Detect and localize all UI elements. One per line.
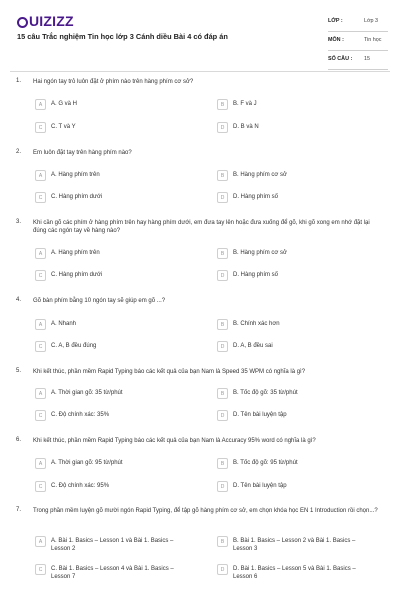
option-c[interactable]	[35, 565, 176, 581]
option-text: B. Hàng phím cơ sở	[233, 172, 287, 178]
option-letter-box: C	[35, 122, 46, 133]
option-d[interactable]	[217, 123, 358, 133]
option-letter-box: A	[35, 458, 46, 469]
question-number: 6.	[16, 437, 22, 443]
option-text: B. Tốc độ gõ: 35 từ/phút	[233, 390, 298, 396]
option-text: D. Bài 1. Basics – Lesson 5 và Bài 1. Basics – Lesson 6	[233, 566, 356, 580]
option-letter-box: C	[35, 410, 46, 421]
option-letter-box: D	[217, 564, 228, 575]
option-c[interactable]	[35, 123, 176, 133]
option-letter-box: A	[35, 248, 46, 259]
question-number: 5.	[16, 368, 22, 374]
option-d[interactable]	[217, 565, 358, 581]
option-letter-box: A	[35, 99, 46, 110]
option-d[interactable]	[217, 193, 358, 203]
question-text: Khi kết thúc, phần mềm Rapid Typing báo các kết quả của bạn Nam là Speed 35 WPM có nghĩa là gì?	[33, 369, 306, 375]
option-letter-box: D	[217, 270, 228, 281]
option-letter-box: D	[217, 122, 228, 133]
option-text: C. Hàng phím dưới	[51, 194, 103, 200]
option-text: D. A, B đều sai	[233, 343, 273, 349]
option-letter-box: C	[35, 192, 46, 203]
option-letter-box: B	[217, 170, 228, 181]
option-letter-box: B	[217, 319, 228, 330]
question-text: Hai ngón tay trỏ luôn đặt ở phím nào trên hàng phím cơ sở?	[33, 79, 194, 85]
option-text: C. T và Y	[51, 124, 76, 130]
option-b[interactable]	[217, 171, 358, 181]
question-text: Em luôn đặt tay trên hàng phím nào?	[33, 150, 132, 156]
question-text: Gõ bàn phím bằng 10 ngón tay sẽ giúp em gõ ...?	[33, 298, 166, 304]
question-number: 7.	[16, 507, 22, 513]
option-letter-box: B	[217, 99, 228, 110]
question-number: 1.	[16, 78, 22, 84]
option-b[interactable]	[217, 249, 358, 259]
meta-key: LỚP :	[328, 18, 343, 24]
option-text: D. Tên bài luyện tập	[233, 483, 287, 489]
option-b[interactable]	[217, 100, 358, 110]
option-a[interactable]	[35, 320, 176, 330]
option-c[interactable]	[35, 411, 176, 421]
option-text: A. Hàng phím trên	[51, 172, 100, 178]
option-letter-box: B	[217, 536, 228, 547]
question-number: 2.	[16, 149, 22, 155]
option-b[interactable]	[217, 320, 358, 330]
meta-value: 15	[364, 56, 370, 62]
option-d[interactable]	[217, 271, 358, 281]
logo-visible-text: UIZIZZ	[29, 13, 74, 29]
option-text: D. Tên bài luyện tập	[233, 412, 287, 418]
option-text: D. B và N	[233, 124, 259, 130]
document-title: 15 câu Trắc nghiệm Tin học lớp 3 Cánh diều Bài 4 có đáp án	[17, 32, 228, 41]
option-a[interactable]	[35, 249, 176, 259]
option-text: B. Chính xác hơn	[233, 321, 280, 327]
option-text: A. Nhanh	[51, 321, 77, 327]
question-text: Trong phần mềm luyện gõ mười ngón Rapid Typing, để tập gõ hàng phím cơ sở, em chọn khóa học EN 1 Introduction rồi chọn...?	[33, 508, 378, 514]
meta-key: MÔN :	[328, 37, 344, 43]
option-text: A. G và H	[51, 101, 78, 107]
option-letter-box: D	[217, 481, 228, 492]
option-d[interactable]	[217, 411, 358, 421]
option-letter-box: B	[217, 248, 228, 259]
option-d[interactable]	[217, 482, 358, 492]
meta-panel	[328, 14, 388, 71]
option-text: B. F và J	[233, 101, 257, 107]
option-text: A. Bài 1. Basics – Lesson 1 và Bài 1. Basics – Lesson 2	[51, 538, 174, 552]
option-letter-box: C	[35, 270, 46, 281]
option-text: C. Bài 1. Basics – Lesson 4 và Bài 1. Basics – Lesson 7	[51, 566, 174, 580]
option-letter-box: A	[35, 388, 46, 399]
option-letter-box: D	[217, 341, 228, 352]
quizizz-logo	[17, 13, 74, 29]
option-text: C. Hàng phím dưới	[51, 272, 103, 278]
option-c[interactable]	[35, 193, 176, 203]
option-c[interactable]	[35, 342, 176, 352]
option-letter-box: D	[217, 192, 228, 203]
option-text: C. Độ chính xác: 95%	[51, 483, 110, 489]
meta-key: SỐ CÂU :	[328, 56, 353, 62]
option-b[interactable]	[217, 389, 358, 399]
option-d[interactable]	[217, 342, 358, 352]
option-a[interactable]	[35, 171, 176, 181]
meta-row-class	[328, 14, 388, 32]
question-number: 4.	[16, 297, 22, 303]
option-letter-box: D	[217, 410, 228, 421]
option-text: B. Bài 1. Basics – Lesson 2 và Bài 1. Basics – Lesson 3	[233, 538, 356, 552]
option-text: A. Hàng phím trên	[51, 250, 100, 256]
option-text: D. Hàng phím số	[233, 194, 279, 200]
option-b[interactable]	[217, 537, 358, 553]
option-c[interactable]	[35, 482, 176, 492]
meta-value: Tin học	[364, 37, 382, 43]
option-letter-box: B	[217, 458, 228, 469]
option-text: A. Thời gian gõ: 35 từ/phút	[51, 390, 123, 396]
option-text: B. Tốc độ gõ: 95 từ/phút	[233, 460, 298, 466]
option-letter-box: A	[35, 319, 46, 330]
meta-row-subject	[328, 33, 388, 51]
option-letter-box: A	[35, 170, 46, 181]
option-a[interactable]	[35, 100, 176, 110]
header	[0, 0, 400, 72]
header-divider	[10, 71, 390, 72]
question-text: Khi cần gõ các phím ở hàng phím trên hay hàng phím dưới, em đưa tay lên hoặc đưa xuống để gõ, khi gõ xong em nhớ đặt lại đúng các ngón tay về hàng nào?	[33, 220, 370, 234]
option-c[interactable]	[35, 271, 176, 281]
option-a[interactable]	[35, 459, 176, 469]
logo-q-icon	[17, 17, 28, 28]
question-number: 3.	[16, 219, 22, 225]
option-letter-box: C	[35, 481, 46, 492]
option-text: C. A, B đều đúng	[51, 343, 97, 349]
option-a[interactable]	[35, 389, 176, 399]
question-text: Khi kết thúc, phần mềm Rapid Typing báo các kết quả của bạn Nam là Accuracy 95% word có nghĩa là gì?	[33, 438, 316, 444]
option-letter-box: C	[35, 341, 46, 352]
option-text: B. Hàng phím cơ sở	[233, 250, 287, 256]
option-letter-box: A	[35, 536, 46, 547]
option-text: C. Độ chính xác: 35%	[51, 412, 110, 418]
option-letter-box: C	[35, 564, 46, 575]
meta-row-count	[328, 52, 388, 70]
option-text: A. Thời gian gõ: 95 từ/phút	[51, 460, 123, 466]
option-text: D. Hàng phím số	[233, 272, 279, 278]
option-letter-box: B	[217, 388, 228, 399]
option-b[interactable]	[217, 459, 358, 469]
option-a[interactable]	[35, 537, 176, 553]
meta-value: Lớp 3	[364, 18, 379, 24]
